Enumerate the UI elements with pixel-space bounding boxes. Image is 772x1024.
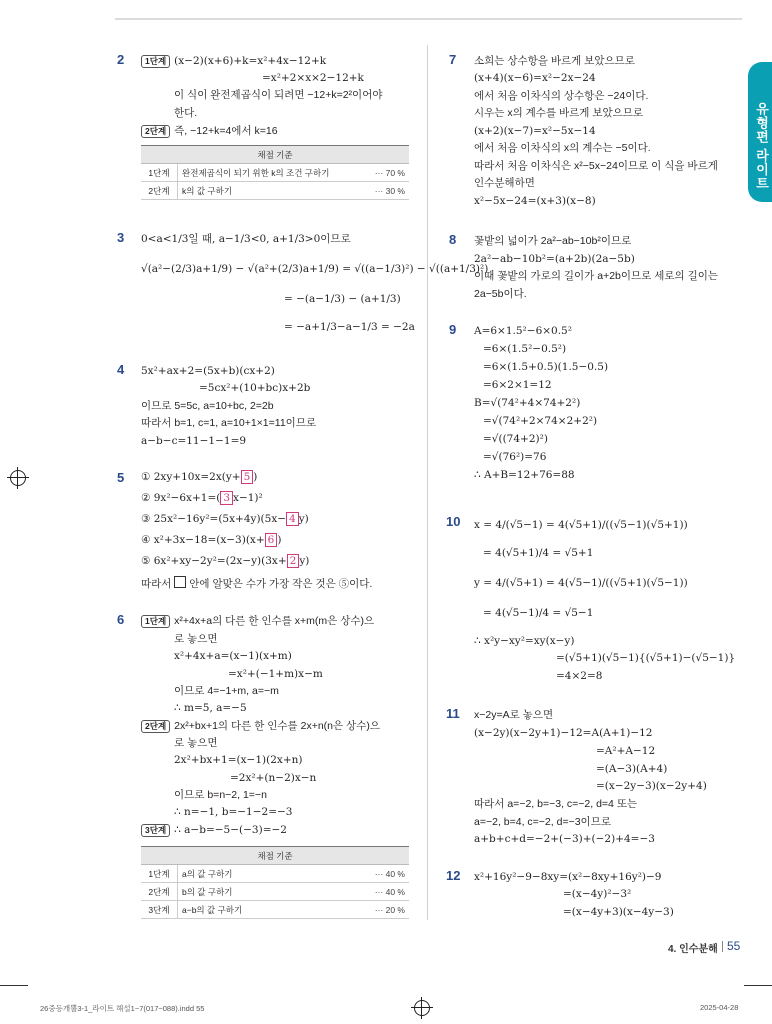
registration-mark-icon xyxy=(10,470,26,486)
q8-line-3: 이때 꽃밭의 가로의 길이가 a+2b이므로 세로의 길이는 xyxy=(474,270,719,282)
page-number: 55 xyxy=(727,939,741,953)
q6-line-4: =x²+(−1+m)x−m xyxy=(228,668,323,680)
q3-line-4: = −a+1/3−a−1/3 = −2a xyxy=(284,321,415,333)
q10-line-3: y = 4/(√5+1) = 4(√5−1)/((√5+1)(√5−1)) xyxy=(474,577,688,589)
q7-line-9: x²−5x−24=(x+3)(x−8) xyxy=(474,195,596,207)
q12-line-1: x²+16y²−9−8xy=(x²−8xy+16y²)−9 xyxy=(474,871,662,883)
answer-box: 5 xyxy=(241,470,254,484)
column-divider xyxy=(427,45,428,920)
q6-line-8: 로 놓으면 xyxy=(174,737,218,749)
q2-line-5: 2단계 즉, −12+k=4에서 k=16 xyxy=(141,124,278,138)
q6-line-9: 2x²+bx+1=(x−1)(2x+n) xyxy=(174,754,303,766)
step-badge-1: 1단계 xyxy=(141,615,170,628)
q2-line-2: =x²+2×x×2−12+k xyxy=(262,72,364,84)
top-rule xyxy=(115,18,742,20)
q2-line-4: 한다. xyxy=(174,107,198,119)
q4-line-1: 5x²+ax+2=(5x+b)(cx+2) xyxy=(141,365,275,377)
q6-line-1: 1단계 x²+4x+a의 다른 한 인수를 x+m(m은 상수)으 xyxy=(141,614,374,628)
q7-line-4: 시우는 x의 계수를 바르게 보았으므로 xyxy=(474,107,644,119)
q10-line-6: =(√5+1)(√5−1){(√5+1)−(√5−1)} xyxy=(556,652,736,664)
q5-option-3: ③ 25x²−16y²=(5x+4y)(5x− 4 y) xyxy=(141,513,309,525)
q5-option-1: ① 2xy+10x=2x(y+ 5 ) xyxy=(141,471,258,483)
q5-option-4: ④ x²+3x−18=(x−3)(x+ 6 ) xyxy=(141,534,282,546)
q6-line-6: ∴ m=5, a=−5 xyxy=(174,702,247,714)
q6-line-5: 이므로 4=−1+m, a=−m xyxy=(174,685,279,697)
q9-line-8: =√(76²)=76 xyxy=(483,451,547,463)
q3-line-2: √(a²−(2/3)a+1/9) − √(a²+(2/3)a+1/9) = √((a−1/3)²) − √((a+1/3)²) xyxy=(141,263,489,275)
q11-line-8: a+b+c+d=−2+(−3)+(−2)+4=−3 xyxy=(474,833,655,845)
q7-line-1: 소희는 상수항을 바르게 보았으므로 xyxy=(474,55,635,67)
table-row: 1단계 완전제곱식이 되기 위한 k의 조건 구하기 ··· 70 % xyxy=(141,164,409,182)
crop-mark xyxy=(0,985,28,986)
answer-box: 4 xyxy=(286,512,299,526)
q8-line-1: 꽃밭의 넓이가 2a²−ab−10b²이므로 xyxy=(474,235,632,247)
question-number-7: 7 xyxy=(449,52,457,67)
q5-option-2: ② 9x²−6x+1=( 3 x−1)² xyxy=(141,492,263,504)
q7-line-8: 인수분해하면 xyxy=(474,177,535,189)
table-row: 2단계 b의 값 구하기 ··· 40 % xyxy=(141,883,409,901)
slug-date: 2025-04-28 xyxy=(700,1003,739,1012)
q11-line-4: =(A−3)(A+4) xyxy=(596,763,668,775)
q5-option-5: ⑤ 6x²+xy−2y²=(2x−y)(3x+ 2 y) xyxy=(141,555,310,567)
step-badge-2: 2단계 xyxy=(141,720,170,733)
q12-line-3: =(x−4y+3)(x−4y−3) xyxy=(563,906,674,918)
q7-line-7: 따라서 처음 이차식은 x²−5x−24이므로 이 식을 바르게 xyxy=(474,160,718,172)
q9-line-6: =√(74²+2×74×2+2²) xyxy=(483,415,598,427)
q10-line-5: ∴ x²y−xy²=xy(x−y) xyxy=(474,635,575,647)
q6-line-11: 이므로 b=n−2, 1=−n xyxy=(174,789,267,801)
q7-line-2: (x+4)(x−6)=x²−2x−24 xyxy=(474,72,596,84)
q11-line-5: =(x−2y−3)(x−2y+4) xyxy=(596,780,707,792)
registration-mark-icon xyxy=(414,1000,430,1016)
question-number-3: 3 xyxy=(117,230,125,245)
q7-line-3: 에서 처음 이차식의 상수항은 −24이다. xyxy=(474,90,649,102)
q9-line-5: B=√(74²+4×74+2²) xyxy=(474,397,581,409)
q9-line-2: =6×(1.5²−0.5²) xyxy=(483,343,567,355)
q7-line-5: (x+2)(x−7)=x²−5x−14 xyxy=(474,125,596,137)
q3-line-1: 0<a<1/3일 때, a−1/3<0, a+1/3>0이므로 xyxy=(141,233,351,245)
question-number-10: 10 xyxy=(446,514,461,529)
table-row: 2단계 k의 값 구하기 ··· 30 % xyxy=(141,182,409,200)
criteria-title: 채점 기준 xyxy=(141,146,409,164)
q6-criteria-table xyxy=(141,846,409,919)
question-number-12: 12 xyxy=(446,868,461,883)
q4-line-5: a−b−c=11−1−1=9 xyxy=(141,435,247,447)
q5-conclusion: 따라서 안에 알맞은 수가 가장 작은 것은 ⑤이다. xyxy=(141,578,373,590)
criteria-title: 채점 기준 xyxy=(141,847,409,865)
q10-line-4: = 4(√5−1)/4 = √5−1 xyxy=(483,607,594,619)
q11-line-1: x−2y=A로 놓으면 xyxy=(474,709,554,721)
footer-section: 4. 인수분해 xyxy=(668,944,718,955)
q8-line-2: 2a²−ab−10b²=(a+2b)(2a−5b) xyxy=(474,253,635,265)
step-badge-1: 1단계 xyxy=(141,55,170,68)
q10-line-1: x = 4/(√5−1) = 4(√5+1)/((√5−1)(√5+1)) xyxy=(474,519,688,531)
q10-line-2: = 4(√5+1)/4 = √5+1 xyxy=(483,547,594,559)
q9-line-1: A=6×1.5²−6×0.5² xyxy=(474,325,572,337)
footer-separator xyxy=(722,941,723,952)
question-number-8: 8 xyxy=(449,232,457,247)
q6-line-10: =2x²+(n−2)x−n xyxy=(230,772,317,784)
q4-line-3: 이므로 5=5c, a=10+bc, 2=2b xyxy=(141,400,274,412)
answer-box: 2 xyxy=(287,554,300,568)
section-tab-label: 유형편 라이트 xyxy=(754,102,769,191)
q6-line-3: x²+4x+a=(x−1)(x+m) xyxy=(174,650,292,662)
q9-line-9: ∴ A+B=12+76=88 xyxy=(474,469,575,481)
q2-line-3: 이 식이 완전제곱식이 되려면 −12+k=2²이어야 xyxy=(174,89,383,101)
question-number-4: 4 xyxy=(117,362,125,377)
table-row: 1단계 a의 값 구하기 ··· 40 % xyxy=(141,865,409,883)
table-row: 3단계 a−b의 값 구하기 ··· 20 % xyxy=(141,901,409,919)
question-number-9: 9 xyxy=(449,322,457,337)
q9-line-3: =6×(1.5+0.5)(1.5−0.5) xyxy=(483,361,609,373)
answer-box: 3 xyxy=(220,491,233,505)
q4-line-4: 따라서 b=1, c=1, a=10+1×1=11이므로 xyxy=(141,417,317,429)
q11-line-7: a=−2, b=4, c=−2, d=−3이므로 xyxy=(474,816,611,828)
question-number-11: 11 xyxy=(446,706,460,721)
q6-line-13: 3단계 ∴ a−b=−5−(−3)=−2 xyxy=(141,823,287,837)
q6-line-2: 로 놓으면 xyxy=(174,633,218,645)
q3-line-3: = −(a−1/3) − (a+1/3) xyxy=(284,293,401,305)
q4-line-2: =5cx²+(10+bc)x+2b xyxy=(199,382,311,394)
q2-line-1: 1단계 (x−2)(x+6)+k=x²+4x−12+k xyxy=(141,54,326,68)
section-tab xyxy=(748,62,772,202)
q6-line-12: ∴ n=−1, b=−1−2=−3 xyxy=(174,806,293,818)
step-badge-2: 2단계 xyxy=(141,125,170,138)
empty-box-icon xyxy=(174,576,186,588)
q7-line-6: 에서 처음 이차식의 x의 계수는 −5이다. xyxy=(474,142,651,154)
q9-line-7: =√((74+2)²) xyxy=(483,433,548,445)
question-number-5: 5 xyxy=(117,470,125,485)
q10-line-7: =4×2=8 xyxy=(556,670,603,682)
q12-line-2: =(x−4y)²−3² xyxy=(563,888,632,900)
question-number-2: 2 xyxy=(117,52,125,67)
q11-line-6: 따라서 a=−2, b=−3, c=−2, d=4 또는 xyxy=(474,798,638,810)
q9-line-4: =6×2×1=12 xyxy=(483,379,552,391)
question-number-6: 6 xyxy=(117,612,125,627)
q11-line-2: (x−2y)(x−2y+1)−12=A(A+1)−12 xyxy=(474,727,653,739)
answer-box: 6 xyxy=(265,533,278,547)
q8-line-4: 2a−5b이다. xyxy=(474,288,527,300)
slug-filename: 26중등개뿔3-1_라이트 해설1~7(017~088).indd 55 xyxy=(40,1004,205,1013)
q2-criteria-table xyxy=(141,145,409,200)
q11-line-3: =A²+A−12 xyxy=(596,745,656,757)
step-badge-3: 3단계 xyxy=(141,824,170,837)
crop-mark xyxy=(744,985,772,986)
q6-line-7: 2단계 2x²+bx+1의 다른 한 인수를 2x+n(n은 상수)으 xyxy=(141,719,380,733)
